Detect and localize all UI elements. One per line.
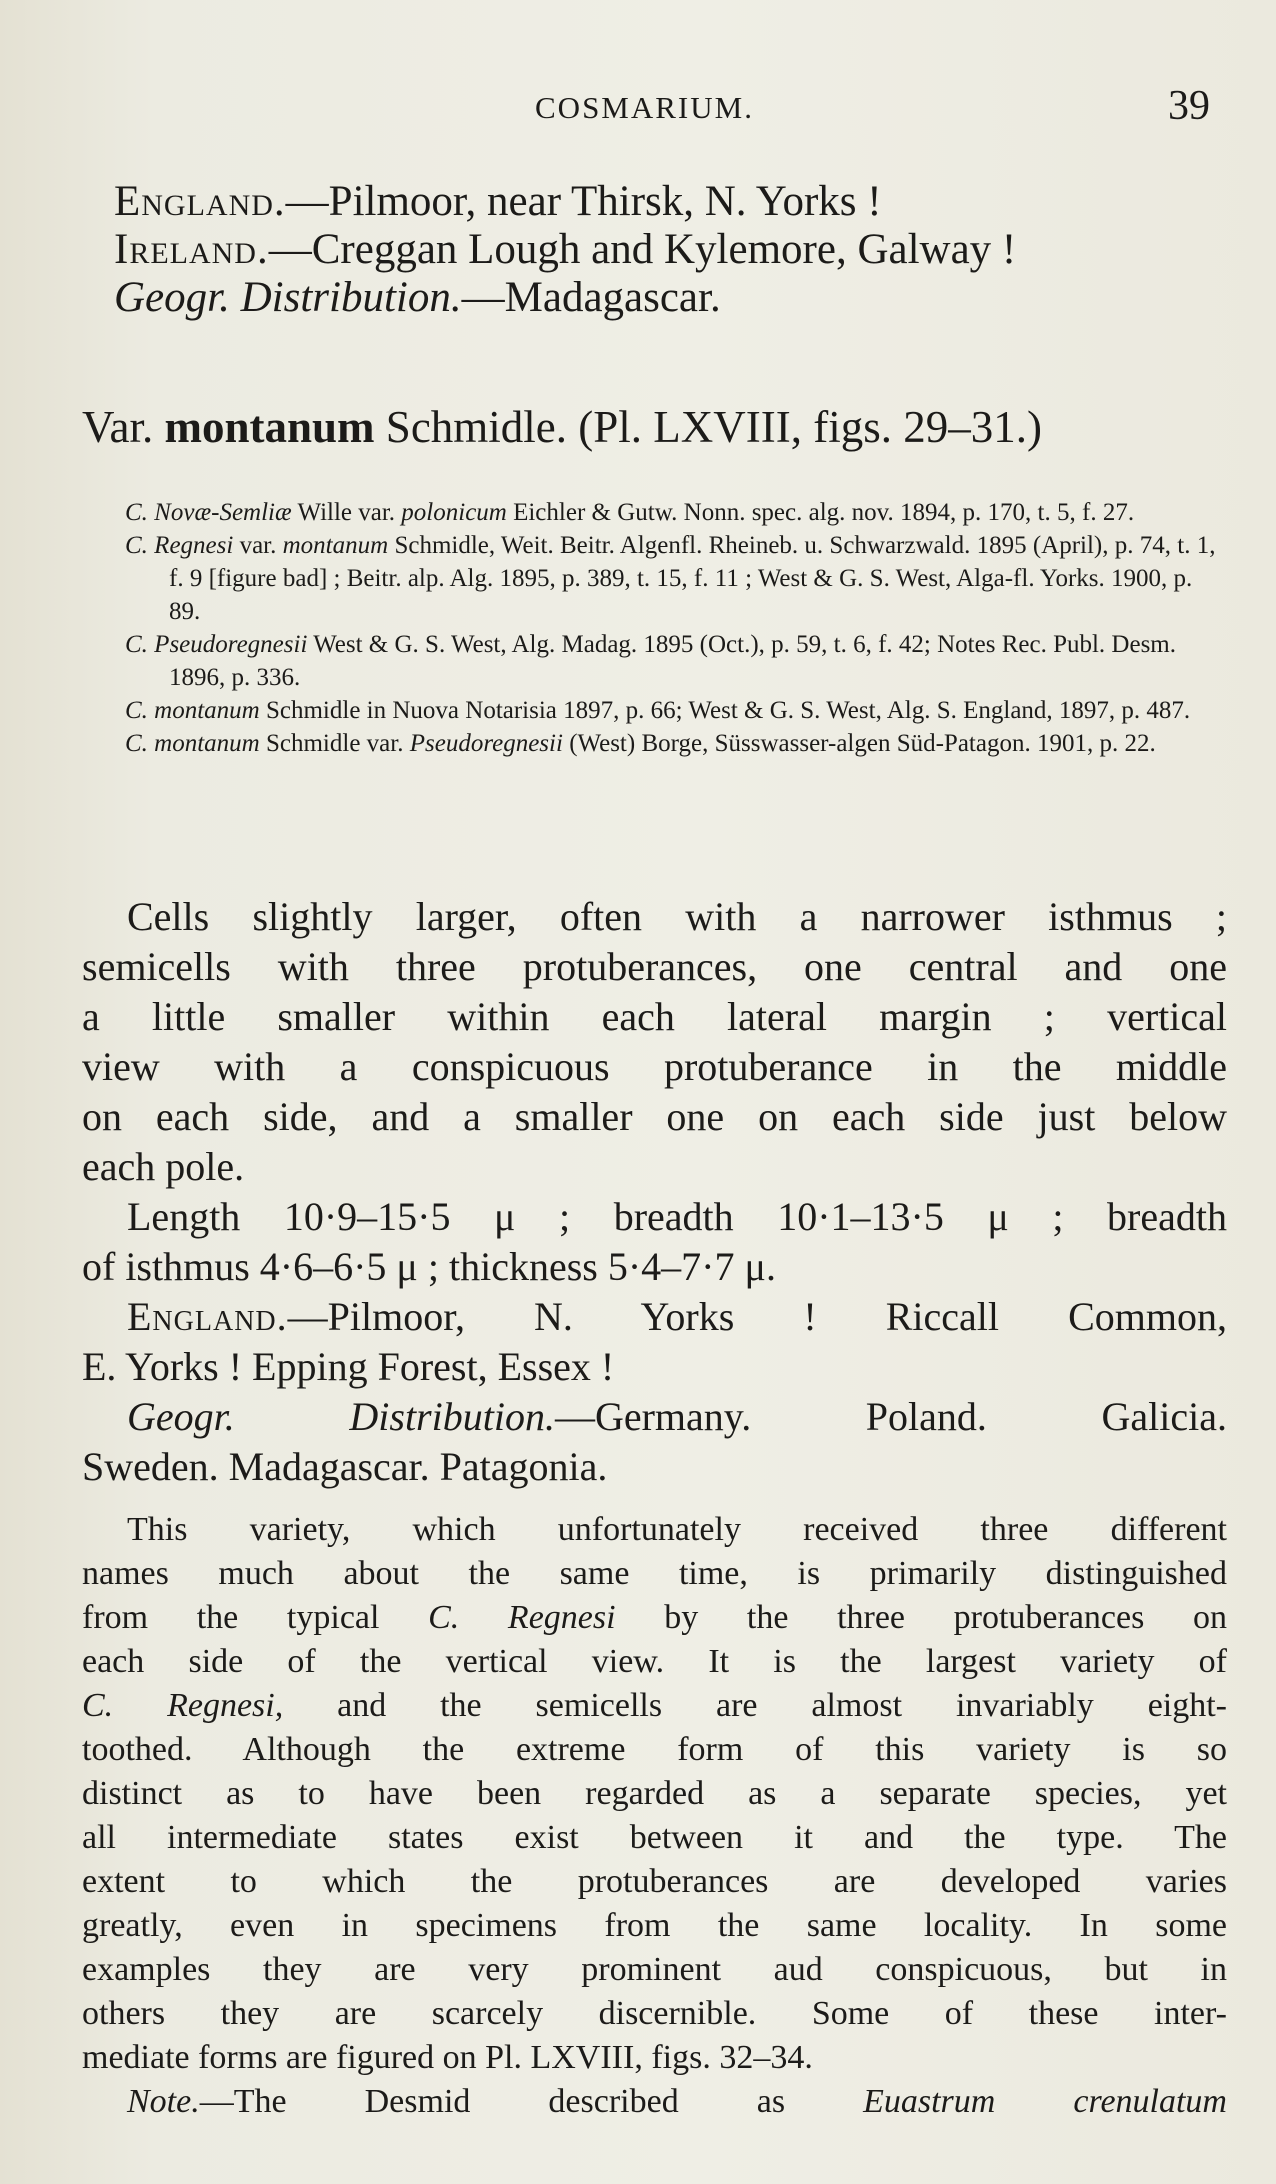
discussion-line: extent to which the protuberances are developed varies bbox=[82, 1863, 1227, 1900]
discussion-line: from the typical C. Regnesi by the three protuberances on bbox=[82, 1599, 1227, 1636]
discussion-line: C. Regnesi, and the semicells are almost invariably eight- bbox=[82, 1687, 1227, 1724]
page-header bbox=[0, 82, 1276, 142]
note-line: Note.—The Desmid described as Euastrum crenulatum bbox=[127, 2083, 1227, 2120]
synonymy-list bbox=[125, 496, 1225, 760]
discussion-paragraph bbox=[82, 1508, 1227, 2124]
discussion-line: distinct as to have been regarded as a separate species, yet bbox=[82, 1775, 1227, 1812]
synonym-entry: C. montanum Schmidle var. Pseudoregnesii (West) Borge, Süsswasser-algen Süd-Patagon. 1901, p. 22. bbox=[125, 730, 1156, 757]
description-line: each pole. bbox=[82, 1144, 245, 1189]
distribution-line: Geogr. Distribution.—Germany. Poland. Galicia. bbox=[127, 1394, 1227, 1439]
synonym-entry: C. montanum Schmidle in Nuova Notarisia 1897, p. 66; West & G. S. West, Alg. S. England, 1897, p. 487. bbox=[125, 697, 1191, 724]
variety-description bbox=[82, 892, 1227, 1492]
ireland-locality: Ireland.—Creggan Lough and Kylemore, Galway ! bbox=[114, 226, 1017, 273]
description-line: on each side, and a smaller one on each side just below bbox=[82, 1094, 1227, 1139]
discussion-line: mediate forms are figured on Pl. LXVIII, figs. 32–34. bbox=[82, 2039, 813, 2076]
synonym-entry: C. Regnesi var. montanum Schmidle, Weit. Beitr. Algenfl. Rheineb. u. Schwarzwald. 1895 (April), p. 74, t. 1, f. 9 [figure bad] ; Beitr. alp. Alg. 1895, p. 389, t. 15, f. 11 ; West & G. S. West, Alga-fl. Yorks. 1900, p. 89. bbox=[125, 532, 1216, 625]
running-title: COSMARIUM. bbox=[535, 90, 754, 125]
description-line: view with a conspicuous protuberance in the middle bbox=[82, 1044, 1227, 1089]
distribution-line: Sweden. Madagascar. Patagonia. bbox=[82, 1444, 608, 1489]
england-locality-line: England.—Pilmoor, N. Yorks ! Riccall Common, bbox=[127, 1294, 1227, 1339]
discussion-line: This variety, which unfortunately received three different bbox=[127, 1511, 1227, 1548]
discussion-line: examples they are very prominent aud conspicuous, but in bbox=[82, 1951, 1227, 1988]
description-line: Cells slightly larger, often with a narrower isthmus ; bbox=[127, 894, 1227, 939]
variety-heading: Var. montanum Schmidle. (Pl. LXVIII, figs. 29–31.) bbox=[82, 402, 1042, 452]
discussion-line: names much about the same time, is primarily distinguished bbox=[82, 1555, 1227, 1592]
synonym-entry: C. Novæ-Semliæ Wille var. polonicum Eichler & Gutw. Nonn. spec. alg. nov. 1894, p. 170, t. 5, f. 27. bbox=[125, 499, 1135, 526]
england-locality: England.—Pilmoor, near Thirsk, N. Yorks ! bbox=[114, 178, 882, 225]
description-line: semicells with three protuberances, one central and one bbox=[82, 944, 1227, 989]
discussion-line: each side of the vertical view. It is the largest variety of bbox=[82, 1643, 1227, 1680]
variety-name: montanum bbox=[164, 402, 375, 452]
geographic-distribution: Geogr. Distribution.—Madagascar. bbox=[114, 274, 721, 321]
discussion-line: greatly, even in specimens from the same locality. In some bbox=[82, 1907, 1227, 1944]
page-number: 39 bbox=[1168, 83, 1210, 129]
discussion-line: all intermediate states exist between it and the type. The bbox=[82, 1819, 1227, 1856]
measurements-line: of isthmus 4·6–6·5 μ ; thickness 5·4–7·7 μ. bbox=[82, 1244, 776, 1289]
synonym-entry: C. Pseudoregnesii West & G. S. West, Alg. Madag. 1895 (Oct.), p. 59, t. 6, f. 42; Notes Rec. Publ. Desm. 1896, p. 336. bbox=[125, 631, 1176, 691]
description-line: a little smaller within each lateral margin ; vertical bbox=[82, 994, 1227, 1039]
measurements-line: Length 10·9–15·5 μ ; breadth 10·1–13·5 μ ; breadth bbox=[127, 1194, 1227, 1239]
discussion-line: others they are scarcely discernible. Some of these inter- bbox=[82, 1995, 1227, 2032]
england-locality-line: E. Yorks ! Epping Forest, Essex ! bbox=[82, 1344, 615, 1389]
typical-localities bbox=[114, 178, 1254, 322]
discussion-line: toothed. Although the extreme form of this variety is so bbox=[82, 1731, 1227, 1768]
